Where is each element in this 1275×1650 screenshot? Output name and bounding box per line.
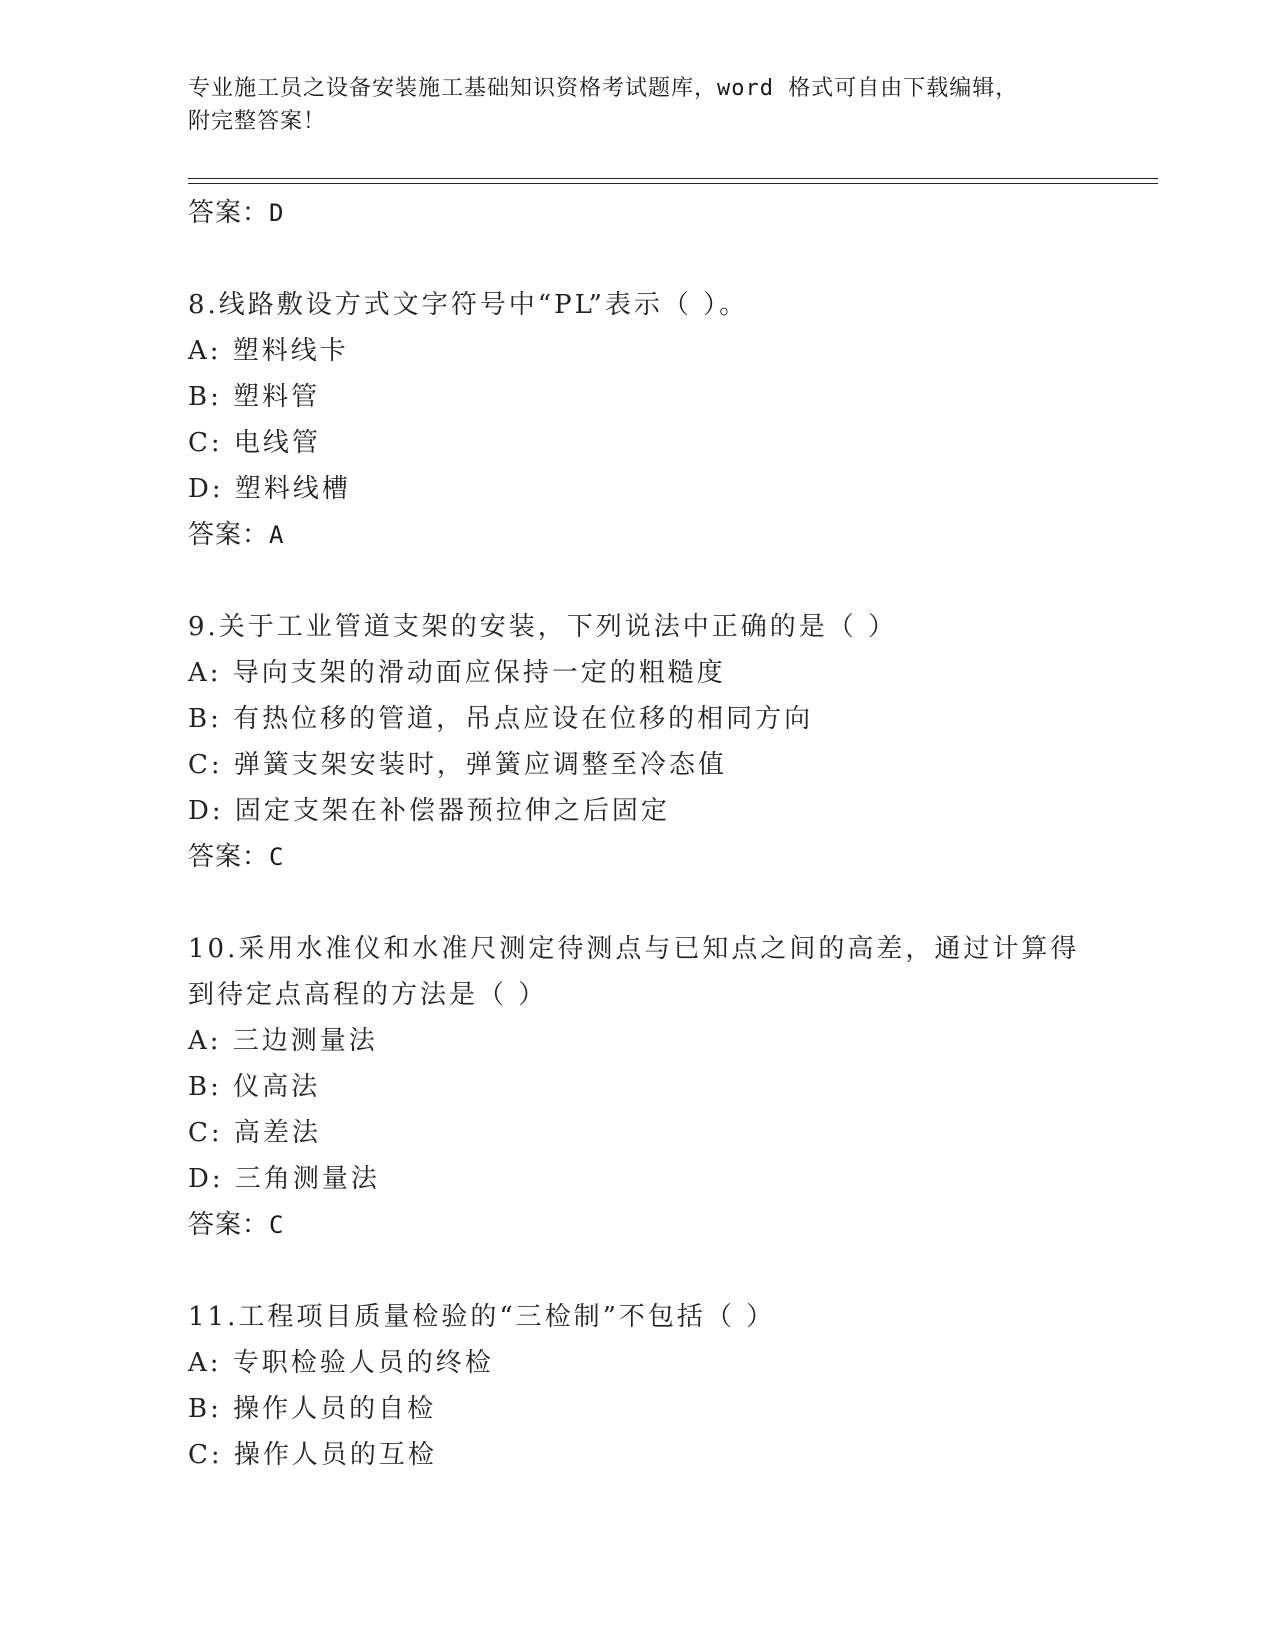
question-text: 8.线路敷设方式文字符号中“PL”表示（ ）。 [188,290,749,320]
option-item: D: 塑料线槽 [188,474,351,504]
option-item: C: 弹簧支架安装时，弹簧应调整至冷态值 [188,750,727,780]
question-list [188,188,1088,1478]
document-header [188,72,1068,138]
option-item: B: 有热位移的管道，吊点应设在位移的相同方向 [188,704,814,734]
header-line-1: 专业施工员之设备安装施工基础知识资格考试题库，word 格式可自由下载编辑， [188,76,1019,101]
option-item: A: 三边测量法 [188,1026,378,1056]
question-text: 11.工程项目质量检验的“三检制”不包括（ ） [188,1302,776,1332]
answer-line [188,190,1088,236]
question-text: 到待定点高程的方法是（ ） [188,980,548,1010]
answer-line [188,834,1088,880]
question-text: 9.关于工业管道支架的安装，下列说法中正确的是（ ） [188,612,898,642]
answer-value: C [269,843,285,871]
header-rule-bottom [188,183,1158,184]
answer-label: 答案： [188,520,270,550]
answer-label: 答案： [188,1210,270,1240]
option-item: B: 操作人员的自检 [188,1394,437,1424]
answer-line [188,512,1088,558]
questions-container [188,282,1088,1478]
option-item: A: 专职检验人员的终检 [188,1348,494,1378]
question-block [188,604,1088,880]
question-block [188,1294,1088,1478]
answer-label: 答案： [188,842,270,872]
answer-line [188,1202,1088,1248]
question-block [188,282,1088,558]
option-item: D: 三角测量法 [188,1164,380,1194]
option-item: C: 操作人员的互检 [188,1440,437,1470]
answer-label: 答案： [188,198,270,228]
option-item: B: 仪高法 [188,1072,321,1102]
header-line-2: 附完整答案！ [188,109,327,134]
answer-value: C [269,1211,285,1239]
option-item: C: 电线管 [188,428,321,458]
option-item: D: 固定支架在补偿器预拉伸之后固定 [188,796,670,826]
option-item: A: 塑料线卡 [188,336,349,366]
question-text: 10.采用水准仪和水准尺测定待测点与已知点之间的高差，通过计算得 [188,934,1080,964]
option-item: B: 塑料管 [188,382,321,412]
option-item: A: 导向支架的滑动面应保持一定的粗糙度 [188,658,726,688]
header-rule-top [188,178,1158,179]
option-item: C: 高差法 [188,1118,321,1148]
question-block [188,926,1088,1248]
answer-value: A [269,521,285,549]
answer-value: D [269,199,285,227]
